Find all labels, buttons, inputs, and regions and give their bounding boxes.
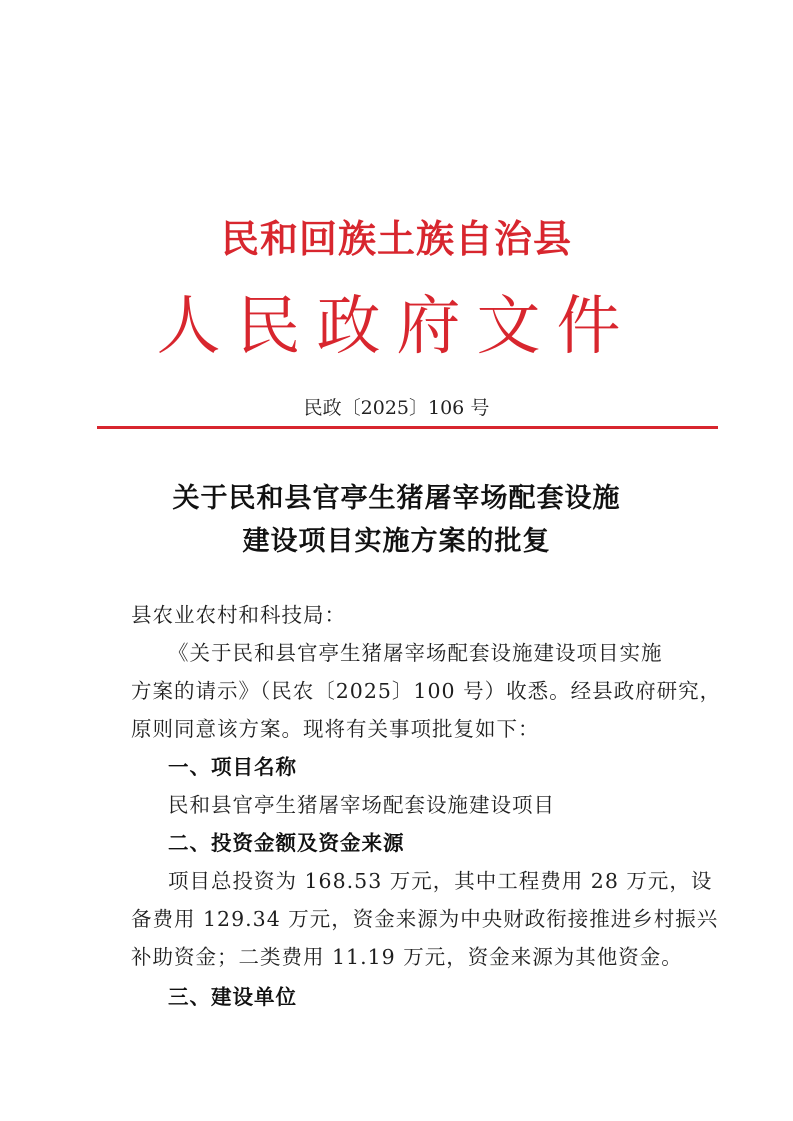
paragraph-line: 备费用 129.34 万元，资金来源为中央财政衔接推进乡村振兴 <box>131 907 719 931</box>
paragraph-line: 原则同意该方案。现将有关事项批复如下： <box>131 717 540 741</box>
paragraph-line: 方案的请示》（民农〔2025〕100 号）收悉。经县政府研究， <box>131 679 722 703</box>
paragraph-line: 补助资金；二类费用 11.19 万元，资金来源为其他资金。 <box>131 945 683 969</box>
paragraph-line: 项目总投资为 168.53 万元，其中工程费用 28 万元，设 <box>168 869 713 893</box>
paragraph-line: 民和县官亭生猪屠宰场配套设施建设项目 <box>168 793 555 817</box>
section-heading-construction-unit: 三、建设单位 <box>168 985 297 1009</box>
section-heading-investment: 二、投资金额及资金来源 <box>168 831 405 855</box>
issuer-name: 民和回族土族自治县 <box>220 216 572 261</box>
document-type-title: 人民政府文件 <box>156 290 637 364</box>
paragraph-line: 《关于民和县官亭生猪屠宰场配套设施建设项目实施 <box>168 641 663 665</box>
document-title-line-1: 关于民和县官亭生猪屠宰场配套设施 <box>172 483 621 514</box>
section-heading-project-name: 一、项目名称 <box>168 755 297 779</box>
document-title-line-2: 建设项目实施方案的批复 <box>242 526 551 557</box>
red-divider-line <box>97 426 718 429</box>
document-number: 民政〔2025〕106 号 <box>303 397 490 419</box>
addressee: 县农业农村和科技局： <box>131 603 346 627</box>
